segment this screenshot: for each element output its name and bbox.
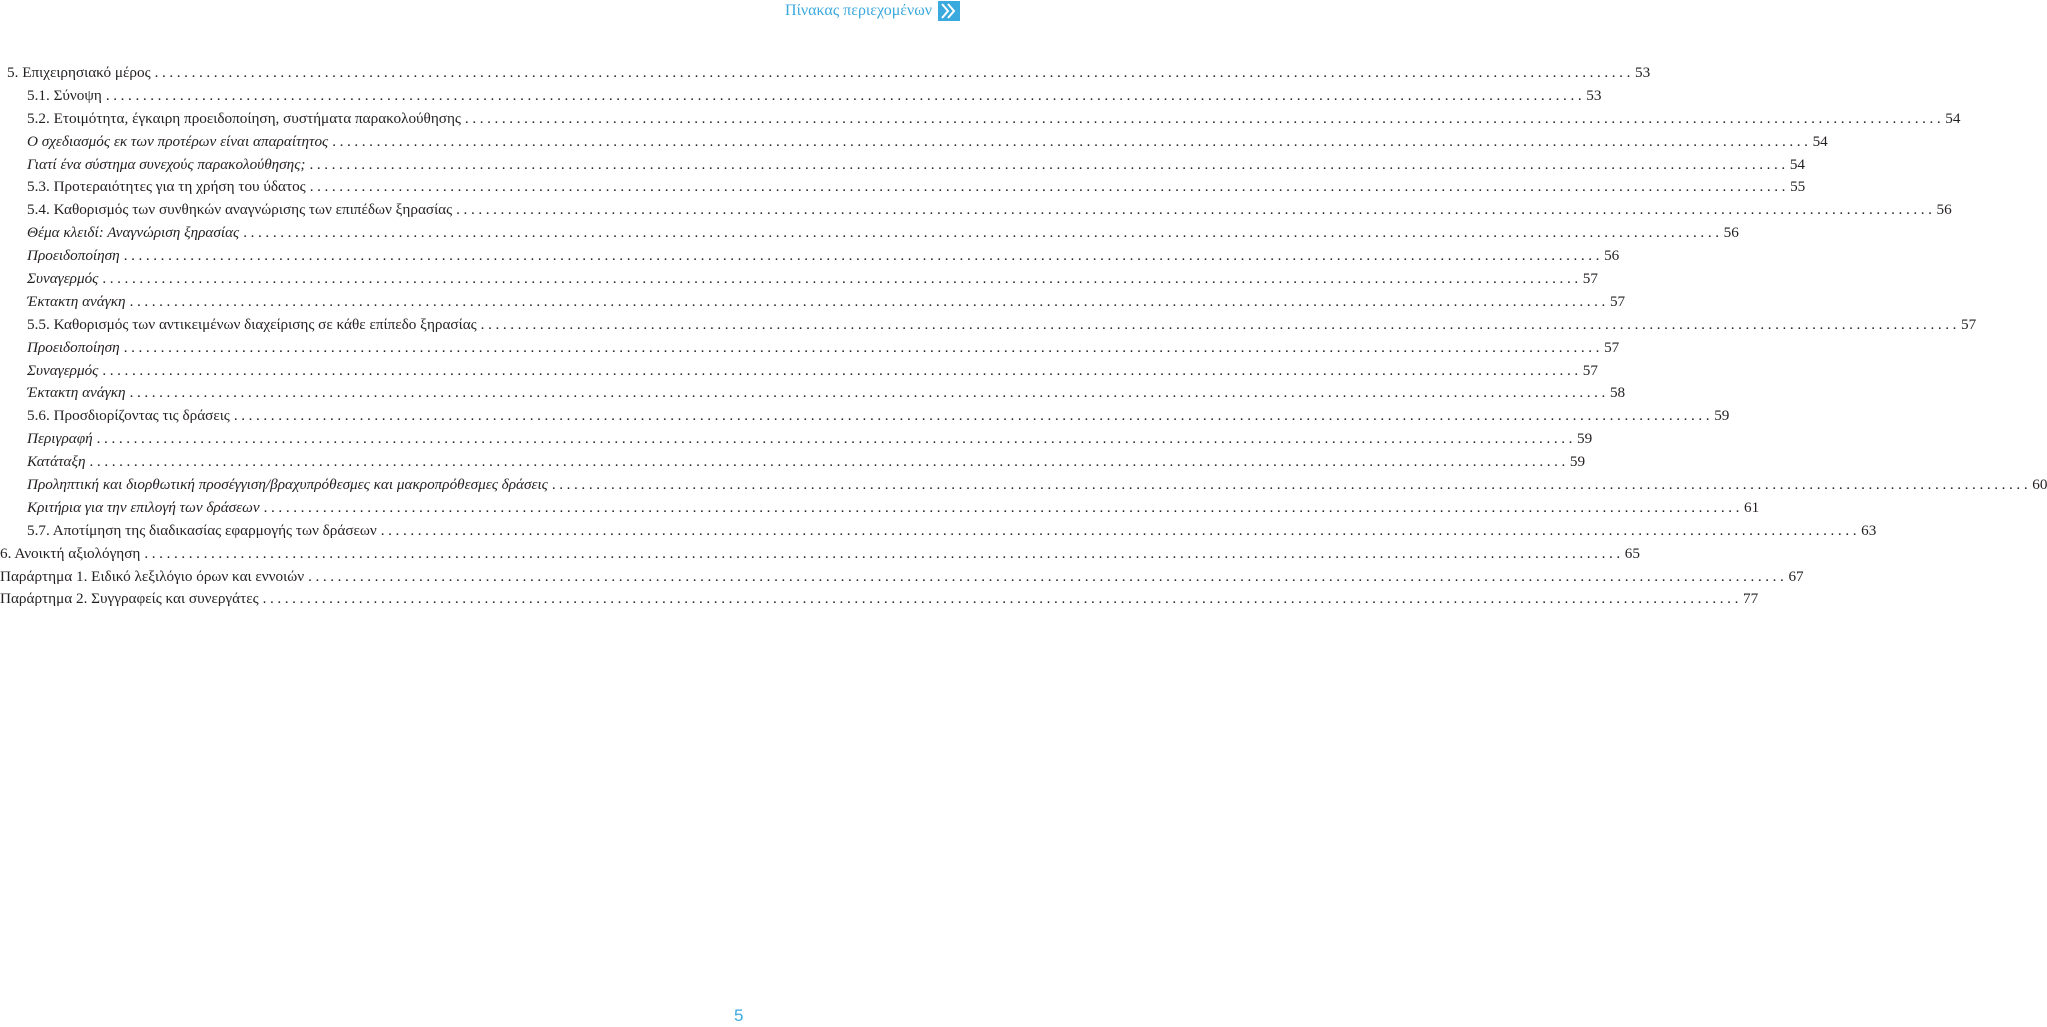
toc-entry-label: Ο σχεδιασμός εκ των προτέρων είναι απαραίτητος	[27, 132, 329, 150]
toc-entry[interactable]	[0, 337, 1620, 360]
toc-entry[interactable]	[0, 474, 2047, 497]
toc-entry-label: Έκτακτη ανάγκη	[27, 384, 126, 402]
toc-entry-page: 57	[1604, 338, 1620, 356]
toc-entry[interactable]	[0, 360, 1598, 383]
toc-entry-label: 5.6. Προσδιορίζοντας τις δράσεις	[27, 407, 230, 425]
toc-entry-page: 59	[1577, 430, 1593, 448]
toc-entry-label: Συναγερμός	[27, 361, 99, 379]
dot-leader: ........................................................................................................................................................................................................	[309, 178, 1790, 196]
toc-entry[interactable]	[0, 588, 1759, 611]
toc-entry-page: 54	[1789, 155, 1805, 173]
running-header	[785, 0, 960, 22]
toc-entry-label: Κατάταξη	[27, 453, 86, 471]
toc-entry-label: 5.2. Ετοιμότητα, έγκαιρη προειδοποίηση, συστήματα παρακολούθησης	[27, 109, 461, 127]
dot-leader: ........................................................................................................................................................................................................	[456, 201, 1936, 219]
toc-entry[interactable]	[0, 154, 1805, 177]
dot-leader: ........................................................................................................................................................................................................	[102, 270, 1582, 288]
dot-leader: ........................................................................................................................................................................................................	[309, 155, 1789, 173]
toc-entry-page: 57	[1961, 315, 1977, 333]
toc-entry-page: 53	[1586, 86, 1602, 104]
dot-leader: ........................................................................................................................................................................................................	[551, 476, 2032, 494]
toc-entry-label: Έκτακτη ανάγκη	[27, 292, 126, 310]
toc-entry-label: Περιγραφή	[27, 430, 93, 448]
toc-entry-label: Παράρτημα 2. Συγγραφείς και συνεργάτες	[0, 590, 259, 608]
dot-leader: ........................................................................................................................................................................................................	[332, 132, 1812, 150]
toc-entry[interactable]	[0, 405, 1730, 428]
toc-entry-label: Γιατί ένα σύστημα συνεχούς παρακολούθησης;	[27, 155, 306, 173]
toc-entry-label: 5.7. Αποτίμηση της διαδικασίας εφαρμογής των δράσεων	[27, 521, 377, 539]
toc-entry-label: Θέμα κλειδί: Αναγνώριση ξηρασίας	[27, 224, 240, 242]
dot-leader: ........................................................................................................................................................................................................	[102, 361, 1582, 379]
dot-leader: ........................................................................................................................................................................................................	[380, 521, 1861, 539]
toc-entry-label: 5.4. Καθορισμός των συνθηκών αναγνώρισης των επιπέδων ξηρασίας	[27, 201, 453, 219]
toc-entry-page: 57	[1582, 361, 1598, 379]
toc-entry-page: 54	[1945, 109, 1961, 127]
toc-entry-page: 65	[1624, 544, 1640, 562]
toc-entry-page: 56	[1936, 201, 1952, 219]
dot-leader: ........................................................................................................................................................................................................	[263, 498, 1744, 516]
page-number: 5	[734, 1006, 744, 1025]
toc-entry-label: 5.3. Προτεραιότητες για τη χρήση του ύδατος	[27, 178, 306, 196]
toc-entry-label: Συναγερμός	[27, 270, 99, 288]
toc-entry-page: 67	[1788, 567, 1804, 585]
dot-leader: ........................................................................................................................................................................................................	[123, 338, 1604, 356]
toc-entry-page: 57	[1609, 292, 1626, 310]
toc-entry[interactable]	[0, 520, 1877, 543]
toc-entry-page: 59	[1714, 407, 1730, 425]
dot-leader: ........................................................................................................................................................................................................	[89, 453, 1569, 471]
toc-entry[interactable]	[0, 108, 1961, 131]
toc-entry-label: Προειδοποίηση	[27, 247, 120, 265]
dot-leader: ........................................................................................................................................................................................................	[243, 224, 1723, 242]
dot-leader: ........................................................................................................................................................................................................	[262, 590, 1742, 608]
dot-leader: ........................................................................................................................................................................................................	[144, 544, 1624, 562]
dot-leader: ........................................................................................................................................................................................................	[480, 315, 1961, 333]
toc-entry-label: Προληπτική και διορθωτική προσέγγιση/βραχυπρόθεσμες και μακροπρόθεσμες δράσεις	[27, 476, 548, 494]
toc-entry[interactable]	[0, 176, 1806, 199]
toc-entry[interactable]	[0, 291, 1626, 314]
toc-entry[interactable]	[0, 543, 1640, 566]
toc-entry-label: 5.5. Καθορισμός των αντικειμένων διαχείρισης σε κάθε επίπεδο ξηρασίας	[27, 315, 477, 333]
toc-entry-label: 5.1. Σύνοψη	[27, 86, 102, 104]
toc-entry-label: 5. Επιχειρησιακό μέρος	[7, 64, 151, 81]
toc-entry[interactable]	[0, 85, 1602, 108]
dot-leader: ........................................................................................................................................................................................................	[233, 407, 1714, 425]
table-of-contents	[0, 62, 2047, 611]
toc-entry[interactable]	[0, 268, 1598, 291]
toc-entry-page: 59	[1569, 453, 1586, 471]
toc-entry[interactable]	[0, 497, 1760, 520]
toc-entry-page: 53	[1634, 64, 1651, 81]
toc-entry-page: 56	[1604, 247, 1620, 265]
dot-leader: ........................................................................................................................................................................................................	[96, 430, 1577, 448]
toc-entry[interactable]	[0, 382, 1626, 405]
dot-leader: ........................................................................................................................................................................................................	[129, 384, 1609, 402]
toc-entry[interactable]	[0, 131, 1828, 154]
toc-entry-label: Προειδοποίηση	[27, 338, 120, 356]
toc-entry-page: 57	[1582, 270, 1598, 288]
toc-entry[interactable]	[0, 62, 1651, 85]
toc-entry[interactable]	[0, 566, 1804, 589]
toc-entry[interactable]	[0, 222, 1739, 245]
dot-leader: ........................................................................................................................................................................................................	[105, 86, 1586, 104]
toc-entry-label: 6. Ανοικτή αξιολόγηση	[0, 544, 141, 562]
toc-entry[interactable]	[0, 245, 1620, 268]
dot-leader: ........................................................................................................................................................................................................	[123, 247, 1604, 265]
toc-entry[interactable]	[0, 428, 1593, 451]
chevron-right-icon	[938, 1, 960, 21]
header-title: Πίνακας περιεχομένων	[785, 2, 932, 19]
toc-entry-page: 55	[1790, 178, 1806, 196]
toc-entry[interactable]	[0, 199, 1952, 222]
toc-entry[interactable]	[0, 451, 1586, 474]
toc-entry-page: 77	[1742, 590, 1759, 608]
toc-entry-page: 61	[1744, 498, 1760, 516]
dot-leader: ........................................................................................................................................................................................................	[154, 64, 1634, 81]
toc-entry-page: 56	[1723, 224, 1739, 242]
dot-leader: ........................................................................................................................................................................................................	[464, 109, 1945, 127]
toc-entry-label: Παράρτημα 1. Ειδικό λεξιλόγιο όρων και εννοιών	[0, 567, 305, 585]
toc-entry-page: 63	[1861, 521, 1877, 539]
toc-entry-page: 54	[1812, 132, 1828, 150]
toc-entry-label: Κριτήρια για την επιλογή των δράσεων	[27, 498, 260, 516]
toc-entry-page: 58	[1609, 384, 1626, 402]
toc-entry-page: 60	[2032, 476, 2047, 494]
dot-leader: ........................................................................................................................................................................................................	[308, 567, 1788, 585]
dot-leader: ........................................................................................................................................................................................................	[129, 292, 1609, 310]
toc-entry[interactable]	[0, 314, 1977, 337]
